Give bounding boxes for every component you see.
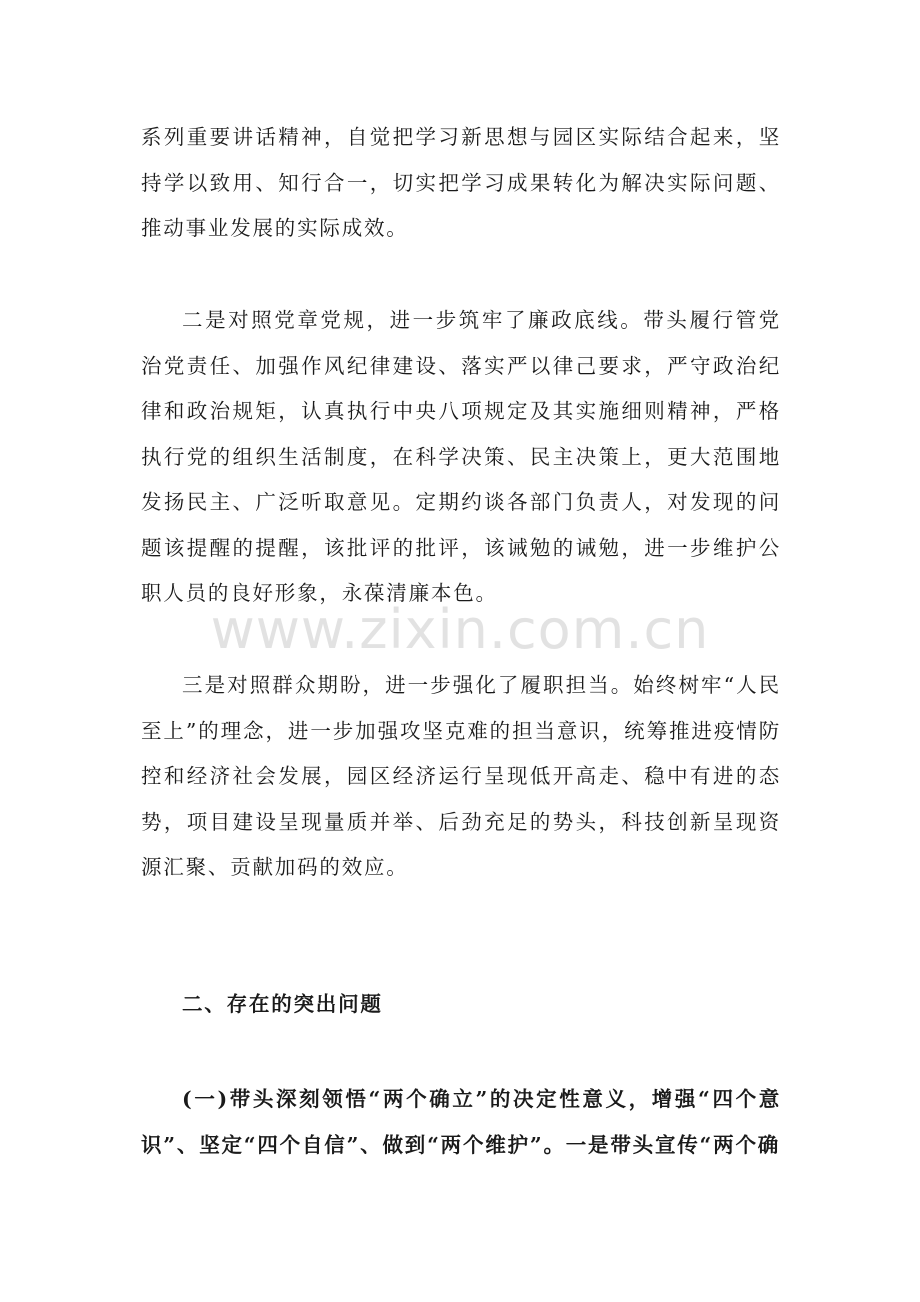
paragraph-party-discipline: 二是对照党章党规，进一步筑牢了廉政底线。带头履行管党治党责任、加强作风纪律建设、落实严以律己要求，严守政治纪律和政治规矩，认真执行中央八项规定及其实施细则精神，严格执行党的组织生活制度，在科学决策、民主决策上，更大范围地发扬民主、广泛听取意见。定期约谈各部门负责人，对发现的问题该提醒的提醒，该批评的批评，该诫勉的诫勉，进一步维护公职人员的良好形象，永葆清廉本色。 (141, 308, 781, 605)
section-heading: 二、存在的突出问题 (182, 992, 383, 1016)
paragraph-continuation: 系列重要讲话精神，自觉把学习新思想与园区实际结合起来，坚持学以致用、知行合一，切实把学习成果转化为解决实际问题、推动事业发展的实际成效。 (141, 125, 781, 240)
paragraph-public-expectations: 三是对照群众期盼，进一步强化了履职担当。始终树牢“人民至上”的理念，进一步加强攻坚克难的担当意识，统筹推进疫情防控和经济社会发展，园区经济运行呈现低开高走、稳中有进的态势，项目建设呈现量质并举、后劲充足的势头，科技创新呈现资源汇聚、贡献加码的效应。 (141, 673, 781, 879)
paragraph-bold-item-one: (一)带头深刻领悟“两个确立”的决定性意义，增强“四个意识”、坚定“四个自信”、做到“两个维护”。一是带头宣传“两个确 (141, 1087, 781, 1157)
watermark-text: www.zixin.com.cn (210, 598, 710, 661)
